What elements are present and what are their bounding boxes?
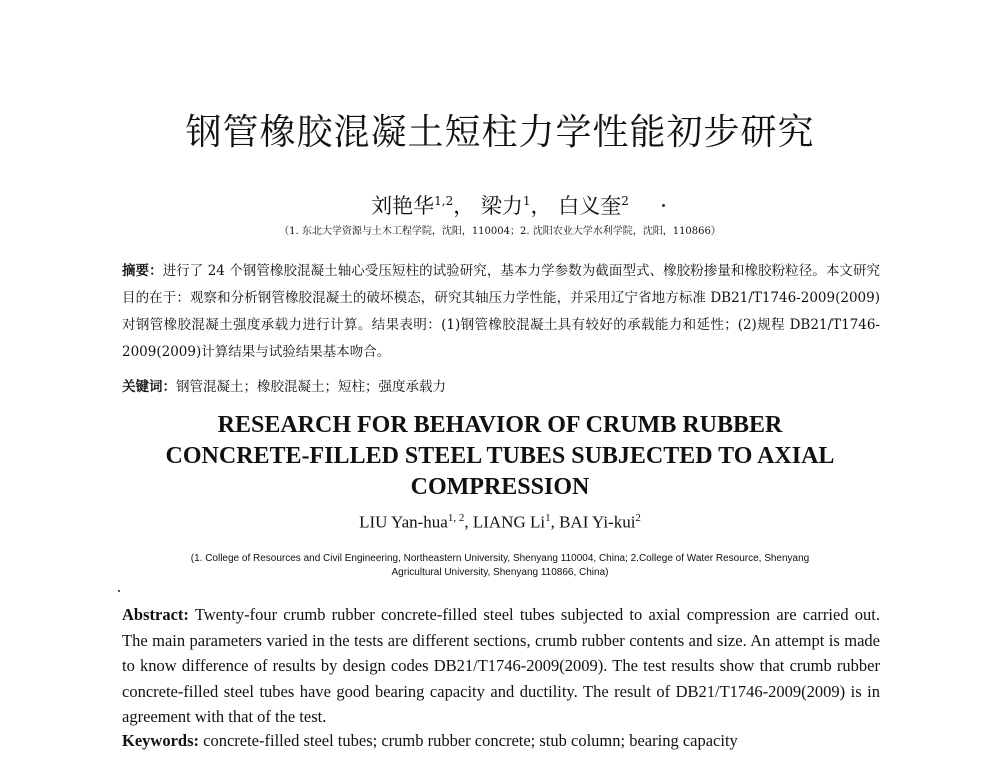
author-affil-mark: 1,2 [434, 194, 454, 208]
author-separator: ， [530, 194, 552, 218]
scan-speck [118, 590, 120, 592]
author-affil-mark: 1 [522, 194, 531, 208]
english-title-line: CONCRETE-FILLED STEEL TUBES SUBJECTED TO AXIAL [165, 443, 835, 469]
english-affiliation-line: (1. College of Resources and Civil Engineering, Northeastern University, Shenyang 110004, China; 2.College of Water Resource, Shenyang [190, 553, 810, 564]
author-affil-mark: 2 [621, 194, 629, 208]
chinese-title: 钢管橡胶混凝土短柱力学性能初步研究 [185, 112, 815, 153]
author-affil-mark: 1 [545, 512, 551, 524]
chinese-affiliation: （1. 东北大学资源与土木工程学院，沈阳，110004；2. 沈阳农业大学水利学院，沈阳，110866） [279, 226, 721, 237]
author-name: 梁力 [480, 194, 523, 218]
english-title-line: COMPRESSION [410, 474, 590, 500]
author-separator: , [464, 512, 473, 532]
author-name: LIANG Li [472, 512, 546, 532]
author-separator: ， [453, 194, 475, 218]
author-affil-mark: 1, 2 [447, 512, 465, 524]
author-name: 白义奎 [558, 194, 622, 218]
english-keywords-label: Keywords: [122, 731, 199, 750]
english-abstract-label: Abstract: [122, 605, 189, 624]
english-affiliation-line: Agricultural University, Shenyang 110866, China) [391, 567, 609, 578]
author-name: 刘艳华 [371, 194, 435, 218]
english-keywords-text: concrete-filled steel tubes; crumb rubber concrete; stub column; bearing capacity [203, 731, 738, 750]
english-authors [0, 512, 1000, 533]
english-abstract-text: Twenty-four crumb rubber concrete-filled steel tubes subjected to axial compression are carried out. The main parameters varied in the tests are different sections, crumb rubber contents and size. An attempt is made to know difference of results by design codes DB21/T1746-2009(2009). The test results show that crumb rubber concrete-filled steel tubes have good bearing capacity and ductility. The result of DB21/T1746-2009(2009) is in agreement with that of the test. [122, 605, 881, 726]
chinese-keywords-text: 钢管混凝土；橡胶混凝土；短柱；强度承载力 [176, 379, 446, 395]
chinese-keywords [122, 375, 880, 395]
author-name: BAI Yi-kui [559, 512, 636, 532]
english-keywords [122, 731, 880, 751]
english-abstract [122, 602, 880, 730]
english-title-line: RESEARCH FOR BEHAVIOR OF CRUMB RUBBER [217, 412, 783, 438]
chinese-abstract-text: 进行了 24 个钢管橡胶混凝土轴心受压短柱的试验研究，基本力学参数为截面型式、橡胶粉掺量和橡胶粉粒径。本文研究目的在于：观察和分析钢管橡胶混凝土的破坏模态，研究其轴压力学性能，并采用辽宁省地方标准 DB21/T1746-2009(2009)对钢管橡胶混凝土强度承载力进行计算。结果表明：(1)钢管橡胶混凝土具有较好的承载能力和延性；(2)规程 DB21/T1746-2009(2009)计算结果与试验结果基本吻合。 [122, 263, 881, 360]
chinese-abstract-label: 摘要： [122, 263, 163, 279]
author-name: LIU Yan-hua [359, 512, 448, 532]
author-separator: , [550, 512, 560, 532]
english-title [100, 410, 900, 503]
chinese-authors [0, 190, 1000, 220]
english-affiliation [120, 552, 880, 580]
chinese-abstract [122, 258, 880, 366]
chinese-keywords-label: 关键词： [122, 379, 176, 395]
scan-speck [662, 204, 665, 207]
author-affil-mark: 2 [635, 512, 641, 524]
